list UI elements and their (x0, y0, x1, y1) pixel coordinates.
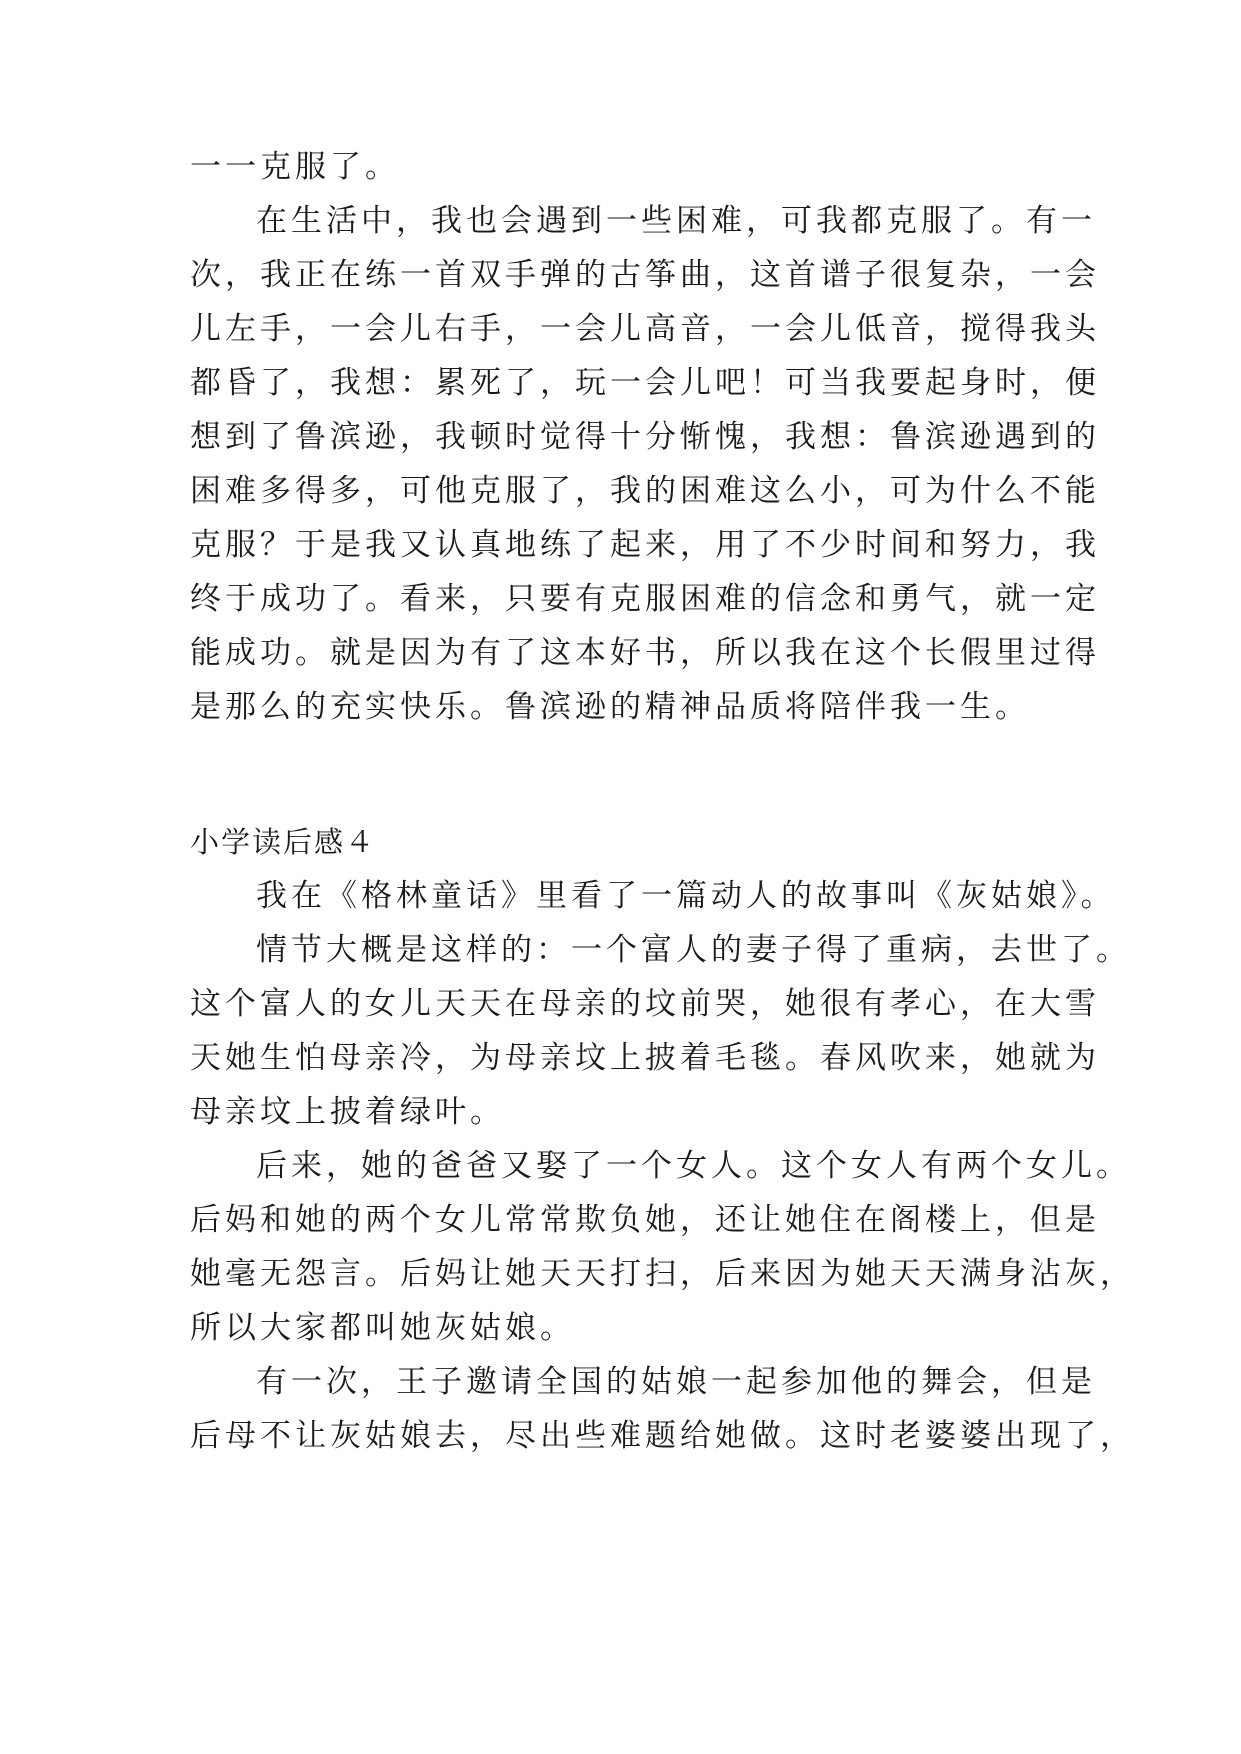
paragraph-start-line: 有一次，王子邀请全国的姑娘一起参加他的舞会，但是 (256, 1364, 1096, 1400)
text-line: 母亲坟上披着绿叶。 (190, 1094, 505, 1130)
text-line: 所以大家都叫她灰姑娘。 (190, 1310, 575, 1346)
text-line: 后母不让灰姑娘去，尽出些难题给她做。这时老婆婆出现了， (190, 1418, 1135, 1454)
paragraph-start-line: 我在《格林童话》里看了一篇动人的故事叫《灰姑娘》。 (256, 878, 1116, 914)
section-heading: 小学读后感４ (190, 825, 377, 859)
text-line: 是那么的充实快乐。鲁滨逊的精神品质将陪伴我一生。 (190, 689, 1030, 725)
text-line: 能成功。就是因为有了这本好书，所以我在这个长假里过得 (190, 635, 1100, 671)
text-line: 一一克服了。 (190, 149, 400, 185)
text-line: 次，我正在练一首双手弹的古筝曲，这首谱子很复杂，一会 (190, 257, 1100, 293)
text-line: 困难多得多，可他克服了，我的困难这么小，可为什么不能 (190, 473, 1100, 509)
text-line: 都昏了，我想：累死了，玩一会儿吧！可当我要起身时，便 (190, 365, 1100, 401)
text-line: 终于成功了。看来，只要有克服困难的信念和勇气，就一定 (190, 581, 1100, 617)
text-line: 这个富人的女儿天天在母亲的坟前哭，她很有孝心，在大雪 (190, 986, 1100, 1022)
text-line: 天她生怕母亲冷，为母亲坟上披着毛毯。春风吹来，她就为 (190, 1040, 1100, 1076)
text-line: 她毫无怨言。后妈让她天天打扫，后来因为她天天满身沾灰， (190, 1256, 1135, 1292)
text-line: 想到了鲁滨逊，我顿时觉得十分惭愧，我想：鲁滨逊遇到的 (190, 419, 1100, 455)
paragraph-start-line: 情节大概是这样的：一个富人的妻子得了重病，去世了。 (256, 932, 1131, 968)
paragraph-start-line: 后来，她的爸爸又娶了一个女人。这个女人有两个女儿。 (256, 1148, 1131, 1184)
paragraph-start-line: 在生活中，我也会遇到一些困难，可我都克服了。有一 (256, 203, 1096, 239)
text-line: 后妈和她的两个女儿常常欺负她，还让她住在阁楼上，但是 (190, 1202, 1100, 1238)
text-line: 儿左手，一会儿右手，一会儿高音，一会儿低音，搅得我头 (190, 311, 1100, 347)
text-line: 克服？于是我又认真地练了起来，用了不少时间和努力，我 (190, 527, 1100, 563)
